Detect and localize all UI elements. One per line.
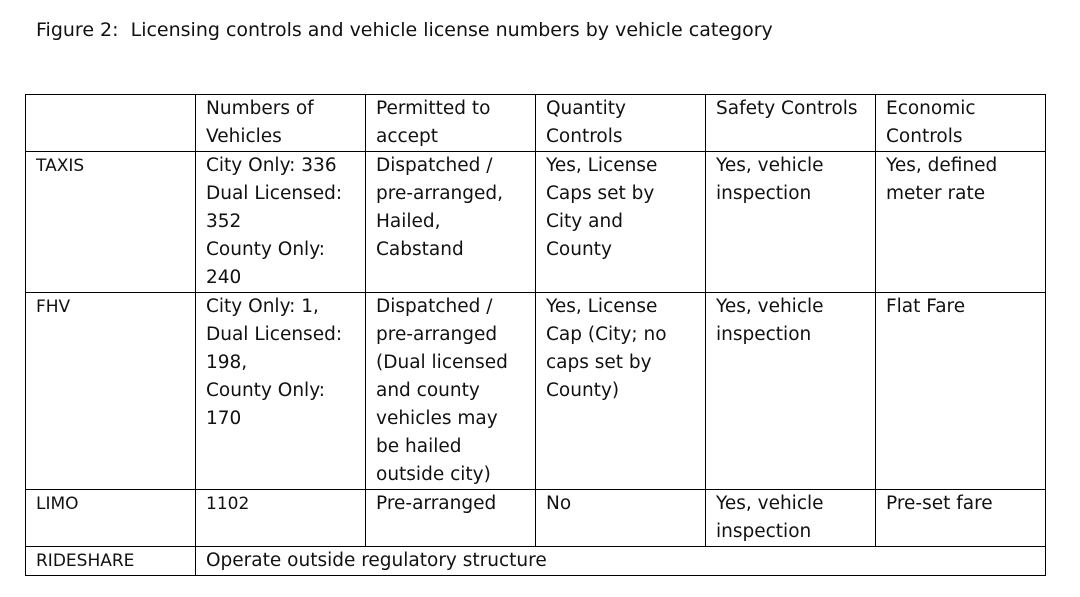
cell-line: County Only: — [206, 239, 326, 260]
header-cell-numbers — [196, 95, 366, 152]
cell-line: Cabstand — [376, 239, 464, 260]
header-cell-empty — [26, 95, 196, 152]
header-text: Vehicles — [206, 126, 282, 147]
cell-line: City and — [546, 211, 623, 232]
header-text: Quantity — [546, 98, 626, 119]
cell-line: Flat Fare — [886, 296, 966, 317]
cell-line: Pre-arranged — [376, 493, 497, 514]
cell-line: be hailed — [376, 436, 462, 457]
category-label: TAXIS — [36, 156, 85, 176]
safety-cell — [706, 293, 876, 490]
cell-line: pre-arranged, — [376, 183, 504, 204]
header-text: Controls — [546, 126, 623, 147]
category-cell — [26, 293, 196, 490]
permitted-cell — [366, 490, 536, 547]
cell-line: outside city) — [376, 464, 491, 485]
cell-line: County — [546, 239, 612, 260]
permitted-cell — [366, 152, 536, 293]
cell-line: County Only: — [206, 380, 326, 401]
table-row-fhv — [26, 293, 1046, 490]
safety-cell — [706, 152, 876, 293]
cell-line: meter rate — [886, 183, 986, 204]
cell-line: vehicles may — [376, 408, 498, 429]
figure-caption: Figure 2: Licensing controls and vehicle license numbers by vehicle category — [36, 19, 773, 41]
safety-cell — [706, 490, 876, 547]
economic-cell — [876, 490, 1046, 547]
category-label: FHV — [36, 297, 71, 317]
quantity-cell — [536, 293, 706, 490]
cell-line: Hailed, — [376, 211, 441, 232]
economic-cell — [876, 293, 1046, 490]
cell-line: Yes, vehicle — [716, 296, 824, 317]
cell-line: Dispatched / — [376, 155, 493, 176]
cell-line: Dispatched / — [376, 296, 493, 317]
header-cell-quantity — [536, 95, 706, 152]
header-text: Safety Controls — [716, 98, 858, 119]
cell-line: City Only: 336 — [206, 155, 337, 176]
cell-line: Pre-set fare — [886, 493, 993, 514]
cell-line: 1102 — [206, 494, 250, 514]
cell-line: 352 — [206, 211, 242, 232]
category-label: LIMO — [36, 494, 79, 514]
cell-line: inspection — [716, 183, 812, 204]
table-row-limo — [26, 490, 1046, 547]
cell-line: pre-arranged — [376, 324, 498, 345]
cell-line: Cap (City; no — [546, 324, 667, 345]
permitted-cell — [366, 293, 536, 490]
cell-line: caps set by — [546, 352, 652, 373]
cell-line: 240 — [206, 267, 242, 288]
numbers-cell — [196, 490, 366, 547]
numbers-cell — [196, 293, 366, 490]
cell-line: Yes, vehicle — [716, 155, 824, 176]
header-row — [26, 95, 1046, 152]
cell-line: 198, — [206, 352, 248, 373]
header-cell-economic — [876, 95, 1046, 152]
cell-line: and county — [376, 380, 480, 401]
header-text: Controls — [886, 126, 963, 147]
cell-line: County) — [546, 380, 620, 401]
cell-line: No — [546, 493, 572, 514]
category-label: RIDESHARE — [36, 551, 135, 571]
table-row-taxis — [26, 152, 1046, 293]
cell-line: Yes, License — [546, 296, 658, 317]
rideshare-note-cell — [196, 547, 1046, 576]
header-text: accept — [376, 126, 439, 147]
licensing-table — [25, 94, 1046, 576]
header-cell-safety — [706, 95, 876, 152]
category-cell — [26, 547, 196, 576]
cell-line: Dual Licensed: — [206, 324, 343, 345]
cell-line: Yes, License — [546, 155, 658, 176]
quantity-cell — [536, 152, 706, 293]
header-text: Economic — [886, 98, 976, 119]
cell-line: (Dual licensed — [376, 352, 508, 373]
cell-line: Operate outside regulatory structure — [206, 550, 547, 571]
economic-cell — [876, 152, 1046, 293]
cell-line: Dual Licensed: — [206, 183, 343, 204]
cell-line: inspection — [716, 324, 812, 345]
cell-line: inspection — [716, 521, 812, 542]
cell-line: Yes, vehicle — [716, 493, 824, 514]
table-row-rideshare — [26, 547, 1046, 576]
category-cell — [26, 152, 196, 293]
header-text: Permitted to — [376, 98, 491, 119]
header-cell-permitted — [366, 95, 536, 152]
category-cell — [26, 490, 196, 547]
cell-line: Yes, defined — [886, 155, 998, 176]
quantity-cell — [536, 490, 706, 547]
cell-line: 170 — [206, 408, 242, 429]
cell-line: City Only: 1, — [206, 296, 319, 317]
header-text: Numbers of — [206, 98, 314, 119]
cell-line: Caps set by — [546, 183, 655, 204]
numbers-cell — [196, 152, 366, 293]
